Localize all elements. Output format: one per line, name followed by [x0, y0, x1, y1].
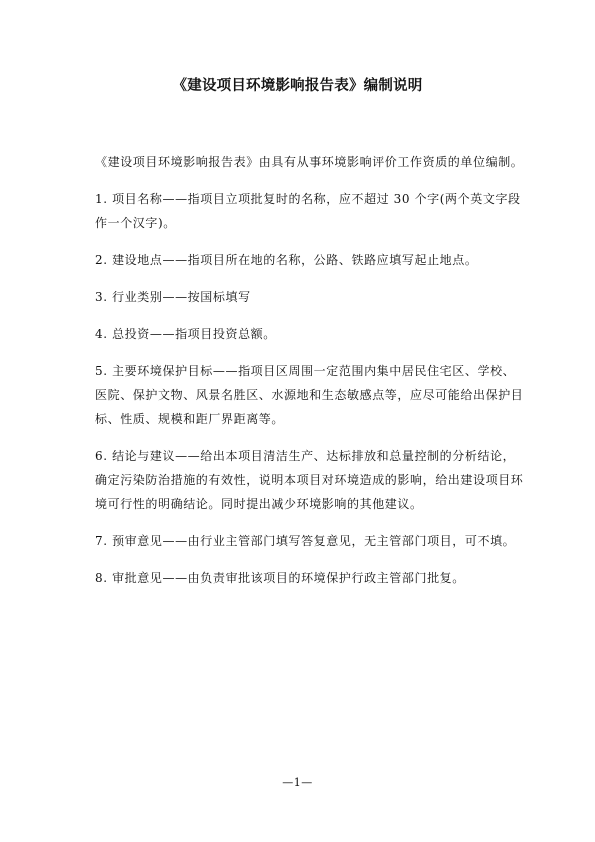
item-industry-category: 3. 行业类别——按国标填写 — [95, 290, 251, 304]
page-number: —1— — [282, 776, 313, 789]
item-protection-targets: 5. 主要环境保护目标——指项目区周围一定范围内集中居民住宅区、学校、医院、保护文物、风景名胜区、水源地和生态敏感点等，应尽可能给出保护目标、性质、规模和距厂界距离等。 — [95, 364, 524, 426]
item-project-name: 1. 项目名称——指项目立项批复时的名称，应不超过 30 个字(两个英文字段作一个汉字)。 — [95, 192, 521, 230]
item-conclusions-suggestions: 6. 结论与建议——给出本项目清洁生产、达标排放和总量控制的分析结论，确定污染防治措施的有效性，说明本项目对环境造成的影响，给出建设项目环境可行性的明确结论。同时提出减少环境影响的其他建议。 — [95, 449, 524, 511]
item-approval-opinion: 8. 审批意见——由负责审批该项目的环境保护行政主管部门批复。 — [95, 571, 465, 585]
item-construction-site: 2. 建设地点——指项目所在地的名称，公路、铁路应填写起止地点。 — [95, 253, 478, 267]
item-pre-review-opinion: 7. 预审意见——由行业主管部门填写答复意见，无主管部门项目，可不填。 — [95, 534, 516, 548]
item-total-investment: 4. 总投资——指项目投资总额。 — [95, 327, 276, 341]
intro-paragraph: 《建设项目环境影响报告表》由具有从事环境影响评价工作资质的单位编制。 — [95, 155, 524, 169]
document-body — [95, 150, 527, 603]
document-title: 《建设项目环境影响报告表》编制说明 — [172, 78, 423, 94]
